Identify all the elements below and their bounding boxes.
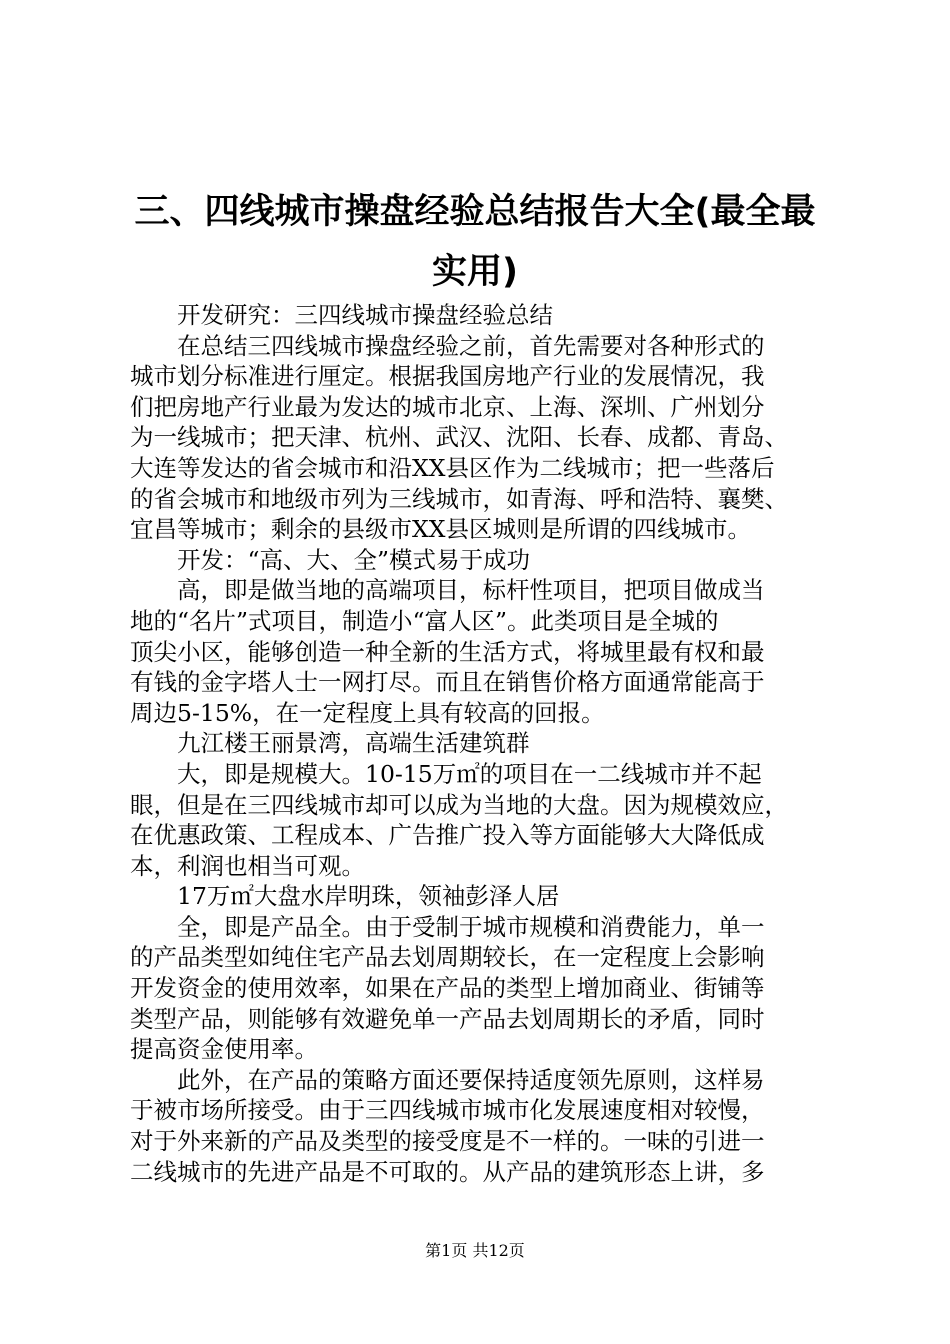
paragraph-line: 提高资金使用率。 [130, 1035, 318, 1064]
paragraph-line: 对于外来新的产品及类型的接受度是不一样的。一味的引进一 [130, 1127, 765, 1156]
paragraph [130, 759, 830, 881]
title-line-2: 实用) [432, 252, 518, 292]
paragraph-line: 眼，但是在三四线城市却可以成为当地的大盘。因为规模效应， [130, 790, 788, 819]
paragraph-line: 的省会城市和地级市列为三线城市，如青海、呼和浩特、襄樊、 [130, 484, 788, 513]
page-footer: 第1页 共12页 [425, 1241, 525, 1260]
paragraph-line: 为一线城市；把天津、杭州、武汉、沈阳、长春、成都、青岛、 [130, 423, 788, 452]
paragraph-line: 类型产品，则能够有效避免单一产品去划周期长的矛盾，同时 [130, 1004, 765, 1033]
paragraph-line: 本，利润也相当可观。 [130, 851, 365, 880]
paragraph-line: 开发资金的使用效率，如果在产品的类型上增加商业、街铺等 [130, 974, 765, 1003]
paragraph-line: 全，即是产品全。由于受制于城市规模和消费能力，单一 [177, 912, 765, 941]
paragraph [130, 331, 830, 545]
paragraph-line: 大，即是规模大。10-15万㎡的项目在一二线城市并不起 [177, 759, 762, 788]
title-line-1: 三、四线城市操盘经验总结报告大全(最全最 [134, 192, 816, 232]
document-title [100, 182, 850, 302]
section-heading: 九江楼王丽景湾，高端生活建筑群 [177, 729, 530, 758]
paragraph-line: 高，即是做当地的高端项目，标杆性项目，把项目做成当 [177, 576, 765, 605]
paragraph-line: 在总结三四线城市操盘经验之前，首先需要对各种形式的 [177, 331, 765, 360]
section-heading: 开发研究：三四线城市操盘经验总结 [177, 301, 553, 329]
paragraph [130, 912, 830, 1065]
paragraph-line: 于被市场所接受。由于三四线城市城市化发展速度相对较慢， [130, 1096, 765, 1125]
section-heading: 开发：“高、大、全”模式易于成功 [177, 545, 531, 574]
paragraph-line: 们把房地产行业最为发达的城市北京、上海、深圳、广州划分 [130, 392, 765, 421]
paragraph-line: 的产品类型如纯住宅产品去划周期较长，在一定程度上会影响 [130, 943, 765, 972]
paragraph-line: 顶尖小区，能够创造一种全新的生活方式，将城里最有权和最 [130, 637, 765, 666]
paragraph-line: 地的“名片”式项目，制造小“富人区”。此类项目是全城的 [130, 606, 719, 635]
document-body [130, 300, 830, 1187]
paragraph-line: 二线城市的先进产品是不可取的。从产品的建筑形态上讲，多 [130, 1157, 765, 1186]
paragraph [130, 575, 830, 728]
paragraph [130, 1065, 830, 1187]
paragraph-line: 在优惠政策、工程成本、广告推广投入等方面能够大大降低成 [130, 821, 765, 850]
paragraph-line: 宜昌等城市；剩余的县级市XX县区城则是所谓的四线城市。 [130, 515, 751, 544]
paragraph-line: 有钱的金字塔人士一网打尽。而且在销售价格方面通常能高于 [130, 668, 765, 697]
paragraph-line: 此外，在产品的策略方面还要保持适度领先原则，这样易 [177, 1065, 765, 1094]
paragraph-line: 大连等发达的省会城市和沿XX县区作为二线城市；把一些落后 [130, 453, 775, 482]
paragraph-line: 城市划分标准进行厘定。根据我国房地产行业的发展情况，我 [130, 362, 765, 391]
paragraph-line: 周边5-15%，在一定程度上具有较高的回报。 [130, 698, 605, 727]
section-heading: 17万㎡大盘水岸明珠，领袖彭泽人居 [177, 882, 560, 911]
